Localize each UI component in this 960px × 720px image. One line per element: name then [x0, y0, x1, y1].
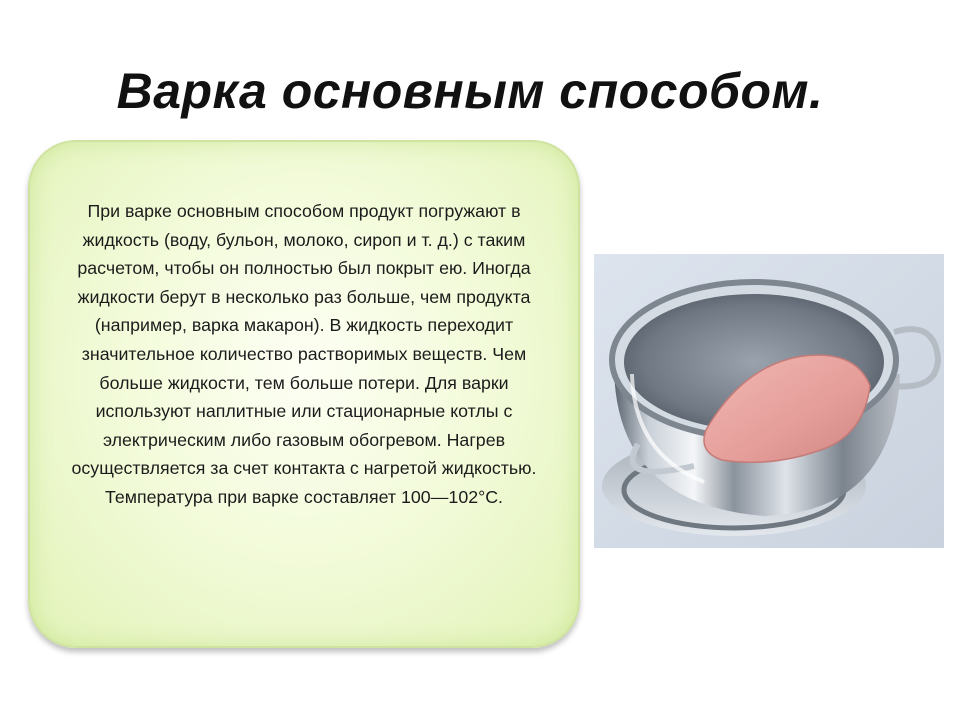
description-text: При варке основным способом продукт погружают в жидкость (воду, бульон, молоко, сироп и т. д.) с таким расчетом, чтобы он полностью был покрыт ею. Иногда жидкости берут в несколько раз больше, чем продукта (например, варка макарон). В жидкость переходит значительное количество растворимых веществ. Чем больше жидкости, тем больше потери. Для варки используют наплитные или стационарные котлы с электрическим либо газовым обогревом. Нагрев осуществляется за счет контакта с нагретой жидкостью. Температура при варке составляет 100—102°С. — [71, 201, 537, 507]
pot-with-meat-photo — [594, 254, 944, 548]
description-box — [28, 140, 580, 648]
slide-title: Варка основным способом. — [116, 63, 824, 119]
